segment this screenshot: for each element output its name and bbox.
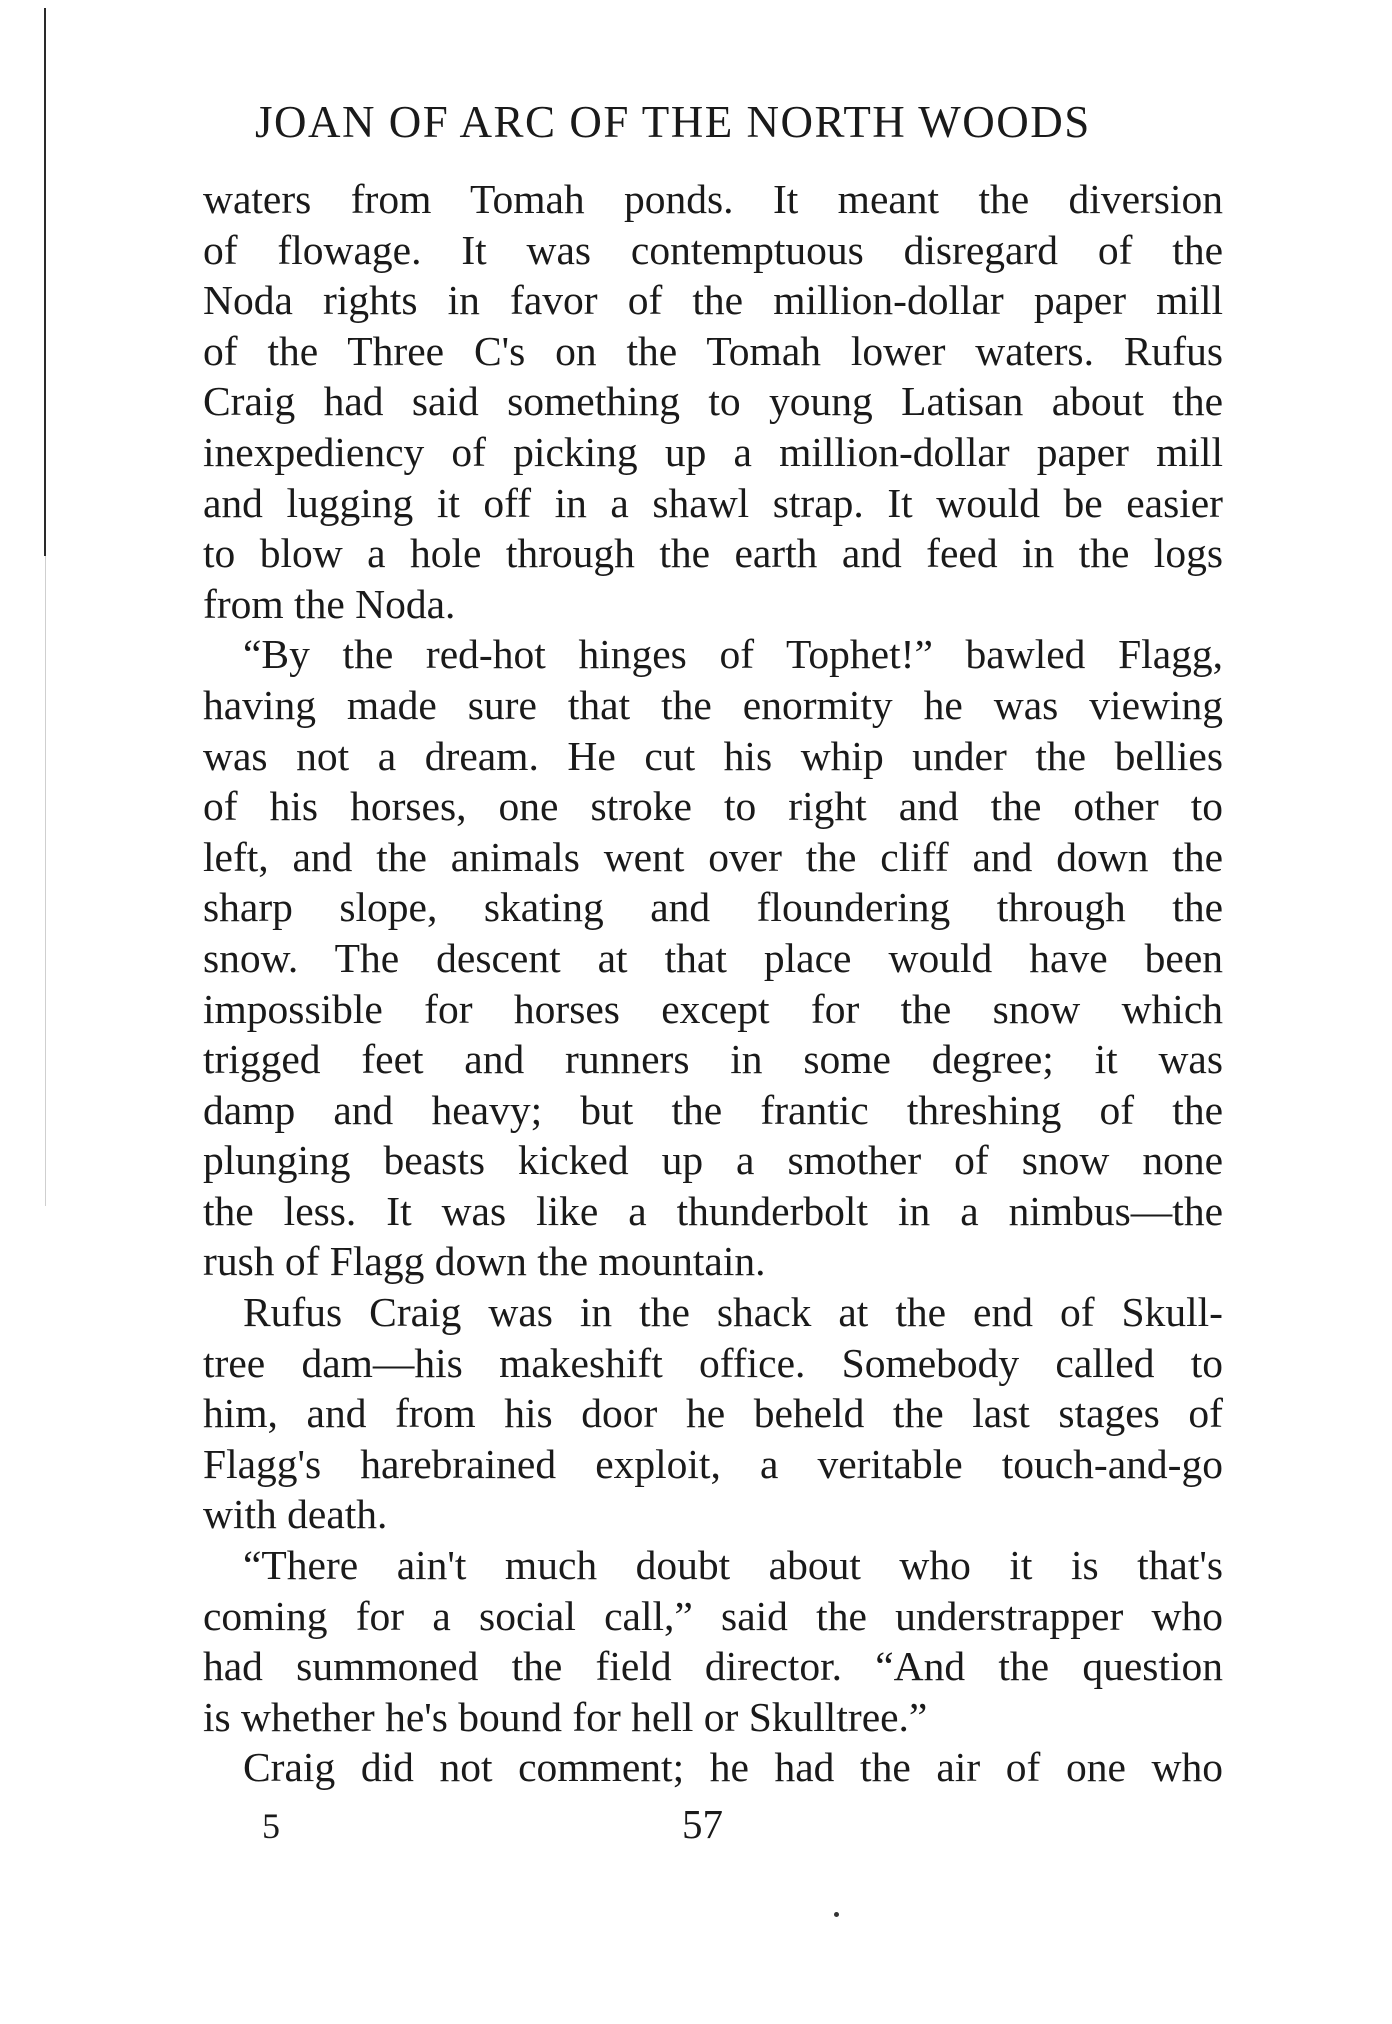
text-line: Flagg's harebrained exploit, a veritable touch-and-go [203, 1440, 1223, 1487]
text-line: the less. It was like a thunderbolt in a nimbus—the [203, 1187, 1223, 1234]
text-line: Rufus Craig was in the shack at the end of Skull- [243, 1289, 1223, 1336]
text-line: him, and from his door he beheld the last stages of [203, 1390, 1223, 1437]
text-line: of the Three C's on the Tomah lower waters. Rufus [203, 327, 1223, 374]
text-line: inexpediency of picking up a million-dollar paper mill [203, 428, 1223, 475]
paragraph [203, 629, 1223, 1287]
paragraph [203, 1287, 1223, 1540]
text-line: had summoned the field director. “And the question [203, 1643, 1223, 1690]
text-line: of flowage. It was contemptuous disregard of the [203, 226, 1223, 273]
text-line: sharp slope, skating and floundering through the [203, 884, 1223, 931]
page-edge-shadow [44, 8, 46, 556]
text-line: “There ain't much doubt about who it is that's [243, 1542, 1223, 1589]
text-line: rush of Flagg down the mountain. [203, 1238, 766, 1285]
text-line: waters from Tomah ponds. It meant the diversion [203, 176, 1223, 222]
body-text [203, 174, 1223, 1793]
text-line: tree dam—his makeshift office. Somebody called to [203, 1339, 1223, 1386]
text-line: coming for a social call,” said the understrapper who [203, 1592, 1223, 1639]
text-line: is whether he's bound for hell or Skulltree.” [203, 1693, 928, 1740]
text-line: and lugging it off in a shawl strap. It would be easier [203, 479, 1223, 526]
text-line: damp and heavy; but the frantic threshing of the [203, 1086, 1223, 1133]
text-line: plunging beasts kicked up a smother of snow none [203, 1137, 1223, 1184]
text-line: trigged feet and runners in some degree; it was [203, 1036, 1223, 1083]
signature-mark: 5 [262, 1806, 280, 1846]
page-number: 57 [682, 1801, 723, 1847]
text-line: left, and the animals went over the cliff and down the [203, 833, 1223, 880]
text-line: was not a dream. He cut his whip under the bellies [203, 732, 1223, 779]
paragraph [203, 1742, 1223, 1793]
text-line: to blow a hole through the earth and feed in the logs [203, 530, 1223, 577]
text-line: snow. The descent at that place would have been [203, 934, 1223, 981]
text-line: impossible for horses except for the snow which [203, 985, 1223, 1032]
paragraph [203, 1540, 1223, 1742]
print-speck [834, 1912, 839, 1917]
text-line: from the Noda. [203, 580, 456, 627]
page-edge-shadow-faint [45, 556, 46, 1206]
text-line: “By the red-hot hinges of Tophet!” bawled Flagg, [243, 631, 1223, 678]
text-line: with death. [203, 1491, 388, 1538]
running-head: JOAN OF ARC OF THE NORTH WOODS [255, 97, 1091, 147]
text-line: of his horses, one stroke to right and the other to [203, 783, 1223, 830]
text-line: Noda rights in favor of the million-dollar paper mill [203, 277, 1223, 324]
paragraph [203, 174, 1223, 629]
text-line: having made sure that the enormity he was viewing [203, 681, 1223, 728]
text-line: Craig did not comment; he had the air of one who [243, 1744, 1223, 1791]
text-line: Craig had said something to young Latisan about the [203, 378, 1223, 425]
